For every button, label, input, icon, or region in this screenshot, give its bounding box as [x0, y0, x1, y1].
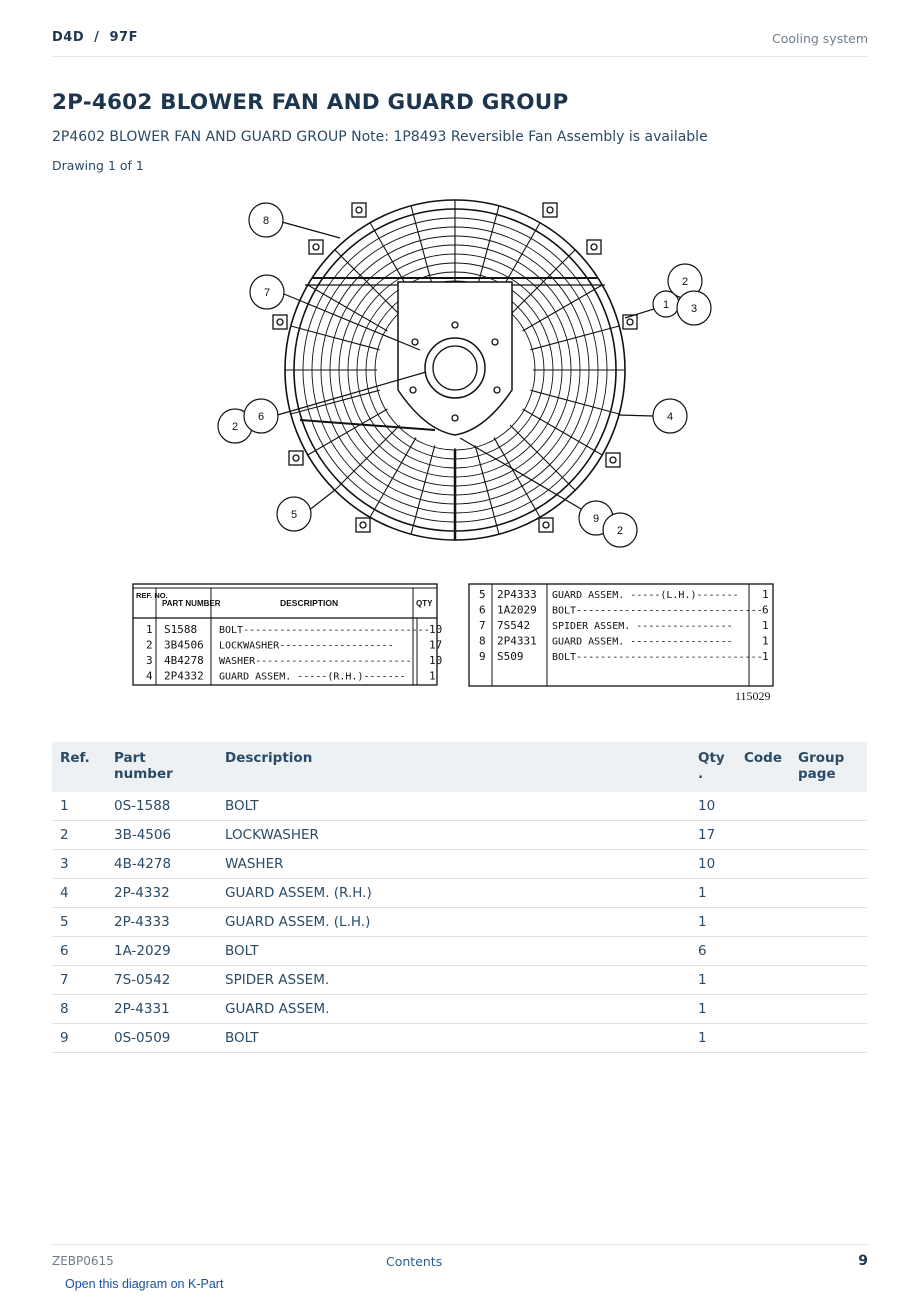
callout-bubble — [653, 399, 687, 433]
cell-part-number: 0S-1588 — [106, 792, 217, 821]
cell-code — [736, 792, 790, 821]
legend-description: LOCKWASHER------------------- — [219, 640, 394, 652]
cell-group-page — [790, 908, 867, 937]
cell-ref: 9 — [52, 1024, 106, 1053]
page-title: 2P-4602 BLOWER FAN AND GUARD GROUP — [52, 90, 569, 115]
legend-description: BOLT------------------------------- — [552, 605, 763, 617]
open-kpart-link[interactable]: Open this diagram on K-Part — [65, 1277, 224, 1291]
cell-description: LOCKWASHER — [217, 821, 690, 850]
page-header — [52, 28, 868, 57]
callout-number: 3 — [690, 303, 698, 315]
cell-ref: 4 — [52, 879, 106, 908]
table-row — [52, 995, 867, 1024]
cell-qty: 10 — [690, 792, 736, 821]
callout-number: 6 — [257, 411, 265, 423]
legend-header-part: PART NUMBER — [162, 599, 221, 608]
legend-qty: 17 — [429, 638, 443, 652]
cell-code — [736, 821, 790, 850]
col-ref: Ref. — [52, 742, 106, 792]
cell-ref: 2 — [52, 821, 106, 850]
legend-qty: 1 — [762, 650, 769, 663]
legend-part-number: 3B4506 — [164, 638, 204, 652]
cell-qty: 10 — [690, 850, 736, 879]
cell-qty: 1 — [690, 879, 736, 908]
parts-diagram[interactable] — [130, 190, 780, 710]
table-row — [52, 966, 867, 995]
legend-part-number: 2P4332 — [164, 669, 204, 683]
cell-part-number: 4B-4278 — [106, 850, 217, 879]
legend-qty: 6 — [762, 603, 769, 617]
document-id: ZEBP0615 — [52, 1254, 114, 1268]
legend-ref: 1 — [146, 623, 153, 636]
fan-guard-illustration — [273, 200, 670, 540]
legend-ref: 4 — [146, 669, 153, 683]
cell-group-page — [790, 821, 867, 850]
legend-header-qty: QTY — [416, 599, 433, 608]
table-row — [52, 850, 867, 879]
cell-ref: 3 — [52, 850, 106, 879]
drawing-number: 115029 — [735, 689, 771, 703]
legend-part-number: S509 — [497, 650, 524, 663]
cell-description: BOLT — [217, 937, 690, 966]
cell-part-number: 1A-2029 — [106, 937, 217, 966]
cell-ref: 1 — [52, 792, 106, 821]
col-part-number: Part number — [106, 742, 217, 792]
callout-bubble — [244, 399, 278, 433]
cell-description: BOLT — [217, 1024, 690, 1053]
legend-qty: 1 — [762, 619, 769, 632]
col-description: Description — [217, 742, 690, 792]
page-number: 9 — [858, 1253, 868, 1269]
callout-number: 1 — [662, 299, 670, 311]
cell-code — [736, 850, 790, 879]
callout-number: 4 — [666, 411, 674, 423]
legend-description: GUARD ASSEM. ----------------- — [552, 636, 733, 648]
callout-bubble — [250, 275, 284, 309]
callout-number: 9 — [592, 513, 600, 525]
cell-code — [736, 995, 790, 1024]
cell-part-number: 0S-0509 — [106, 1024, 217, 1053]
cell-ref: 7 — [52, 966, 106, 995]
legend-ref: 8 — [479, 634, 486, 648]
legend-qty: 1 — [762, 634, 769, 648]
table-row — [52, 792, 867, 821]
legend-header-ref: REF. NO. — [136, 591, 168, 600]
legend-part-number: 1A2029 — [497, 603, 537, 617]
callout-number: 2 — [681, 276, 689, 288]
model-label: D4D / 97F — [52, 30, 138, 45]
cell-code — [736, 937, 790, 966]
legend-description: BOLT------------------------------- — [552, 652, 763, 663]
contents-link[interactable]: Contents — [386, 1254, 443, 1269]
cell-group-page — [790, 1024, 867, 1053]
cell-code — [736, 879, 790, 908]
legend-description: BOLT------------------------------- — [219, 625, 430, 636]
cell-part-number: 2P-4333 — [106, 908, 217, 937]
legend-qty: 1 — [762, 588, 769, 601]
table-row — [52, 879, 867, 908]
cell-part-number: 2P-4332 — [106, 879, 217, 908]
cell-code — [736, 966, 790, 995]
callout-bubble — [603, 513, 637, 547]
cell-qty: 17 — [690, 821, 736, 850]
legend-part-number: 7S542 — [497, 619, 531, 632]
cell-group-page — [790, 850, 867, 879]
cell-ref: 6 — [52, 937, 106, 966]
cell-description: SPIDER ASSEM. — [217, 966, 690, 995]
cell-group-page — [790, 879, 867, 908]
cell-description: BOLT — [217, 792, 690, 821]
cell-group-page — [790, 792, 867, 821]
cell-qty: 1 — [690, 908, 736, 937]
cell-qty: 1 — [690, 995, 736, 1024]
group-note: 2P4602 BLOWER FAN AND GUARD GROUP Note: 1P8493 Reversible Fan Assembly is available — [52, 129, 708, 145]
legend-description: GUARD ASSEM. -----(R.H.)------- — [219, 671, 406, 683]
legend-description: WASHER-------------------------- — [219, 656, 412, 667]
legend-qty: 10 — [429, 623, 443, 636]
table-row — [52, 821, 867, 850]
cell-group-page — [790, 995, 867, 1024]
cell-description: GUARD ASSEM. — [217, 995, 690, 1024]
legend-ref: 3 — [146, 654, 153, 667]
legend-part-number: S1588 — [164, 623, 198, 636]
cell-code — [736, 1024, 790, 1053]
cell-qty: 1 — [690, 1024, 736, 1053]
legend-description: SPIDER ASSEM. ---------------- — [552, 621, 733, 632]
col-group-page: Group page — [790, 742, 867, 792]
cell-code — [736, 908, 790, 937]
legend-header-desc: DESCRIPTION — [280, 598, 339, 608]
table-row — [52, 937, 867, 966]
page-footer — [52, 1244, 868, 1275]
section-label: Cooling system — [772, 31, 868, 46]
callout-number: 2 — [231, 421, 239, 433]
cell-ref: 5 — [52, 908, 106, 937]
callout-bubble — [277, 497, 311, 531]
table-row — [52, 1024, 867, 1053]
parts-table-header — [52, 742, 867, 792]
legend-ref: 7 — [479, 619, 486, 632]
cell-description: WASHER — [217, 850, 690, 879]
cell-qty: 6 — [690, 937, 736, 966]
callout-number: 7 — [263, 287, 271, 299]
cell-group-page — [790, 966, 867, 995]
legend-part-number: 4B4278 — [164, 654, 204, 667]
col-code: Code — [736, 742, 790, 792]
callout-bubble — [249, 203, 283, 237]
col-qty: Qty . — [690, 742, 736, 792]
callout-bubble — [677, 291, 711, 325]
cell-description: GUARD ASSEM. (L.H.) — [217, 908, 690, 937]
drawing-counter: Drawing 1 of 1 — [52, 158, 144, 173]
table-row — [52, 908, 867, 937]
cell-part-number: 2P-4331 — [106, 995, 217, 1024]
callout-number: 5 — [290, 509, 298, 521]
cell-group-page — [790, 937, 867, 966]
legend-ref: 9 — [479, 650, 486, 663]
callout-number: 2 — [616, 525, 624, 537]
cell-ref: 8 — [52, 995, 106, 1024]
legend-ref: 2 — [146, 638, 153, 652]
legend-qty: 1 — [429, 669, 436, 683]
callout-number: 8 — [262, 215, 270, 227]
legend-ref: 5 — [479, 588, 486, 601]
cell-qty: 1 — [690, 966, 736, 995]
parts-table — [52, 742, 867, 1053]
legend-description: GUARD ASSEM. -----(L.H.)------- — [552, 590, 739, 601]
cell-part-number: 7S-0542 — [106, 966, 217, 995]
cell-description: GUARD ASSEM. (R.H.) — [217, 879, 690, 908]
legend-qty: 10 — [429, 654, 443, 667]
legend-part-number: 2P4331 — [497, 634, 537, 648]
legend-part-number: 2P4333 — [497, 588, 537, 601]
cell-part-number: 3B-4506 — [106, 821, 217, 850]
legend-ref: 6 — [479, 603, 486, 617]
